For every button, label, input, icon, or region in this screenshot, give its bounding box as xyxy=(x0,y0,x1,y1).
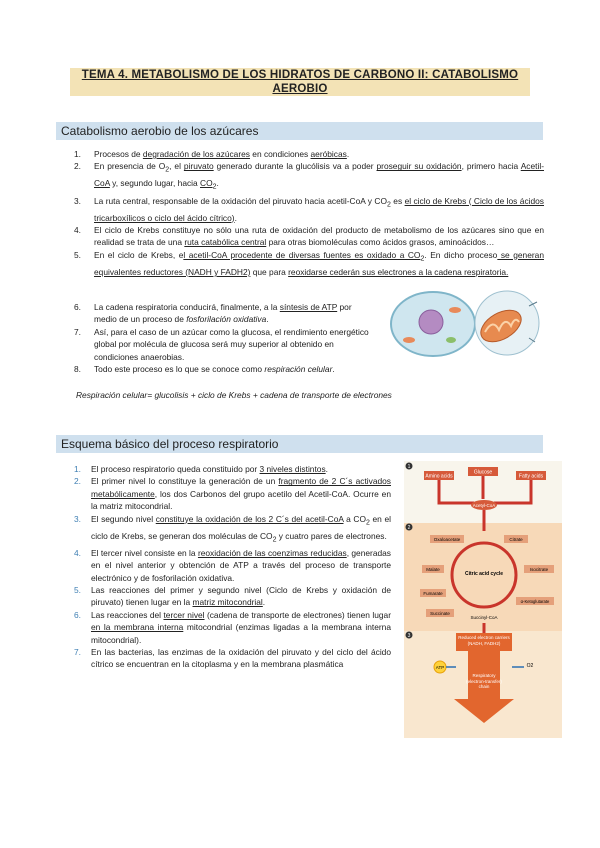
ketoglutarate-label: α-Ketoglutarate xyxy=(520,599,550,604)
stage1-number: 1 xyxy=(407,464,411,470)
item-text: Las reacciones del primer y segundo nivel (Ciclo de Krebs y oxidación de piruvato) tienen lugar en la xyxy=(91,585,391,608)
respiration-diagram xyxy=(404,461,562,738)
item-text: y cuatro pares de electrones. xyxy=(276,530,387,541)
item-number: 7. xyxy=(74,647,81,658)
item-text: respiración celular xyxy=(264,364,333,375)
succinate-label: Succinate xyxy=(430,611,450,616)
respiratory-chain-label: Respiratory (electron-transfer) chain xyxy=(466,673,502,689)
succinyl-coa-label: Succinyl-CoA xyxy=(470,615,498,620)
fatty-acids-label: Fatty acids xyxy=(518,473,544,480)
item-number: 1. xyxy=(74,149,81,159)
nucleus-icon xyxy=(419,310,443,334)
item-text: por medio de un proceso de xyxy=(94,302,352,325)
section-header-catabolism: Catabolismo aerobio de los azúcares xyxy=(56,122,543,140)
item-text: piruvato xyxy=(183,161,214,172)
cell-illustration xyxy=(389,288,549,358)
item-text: aeróbicas xyxy=(310,149,347,159)
stage3-number: 3 xyxy=(407,633,411,639)
subscript: 2 xyxy=(212,184,217,192)
item-number: 6. xyxy=(74,302,81,312)
fumarate-label: Fumarate xyxy=(423,591,443,596)
list-item xyxy=(74,224,544,249)
list-catabolism xyxy=(74,148,544,278)
item-text: . xyxy=(325,464,328,474)
item-text: , generadas en el nivel anterior y obtención de ATP a través del proceso de transporte electrónico y de fosforilación oxidativa. xyxy=(91,547,391,583)
list-item xyxy=(74,463,391,475)
title-line-2: AEROBIO xyxy=(272,83,328,95)
chain-text-wrap xyxy=(464,673,504,693)
item-text: mitocondrial (enzimas ligadas a la membrana interna mitocondrial). xyxy=(91,622,392,645)
list-item xyxy=(74,547,391,584)
item-number: 5. xyxy=(74,585,81,595)
citrate-label: Citrate xyxy=(509,537,523,542)
item-number: 3. xyxy=(74,513,81,524)
item-text: Las reacciones del xyxy=(91,609,164,620)
item-text: . xyxy=(266,314,269,325)
subscript: 2 xyxy=(272,536,277,544)
item-text: CO xyxy=(200,178,213,189)
item-text: y, segundo lugar, hacia xyxy=(109,178,201,189)
organelle-icon xyxy=(449,307,461,313)
item-text: . xyxy=(262,597,266,608)
item-number: 7. xyxy=(74,326,81,337)
item-text: . En dicho proceso xyxy=(424,249,498,260)
list-item xyxy=(74,148,544,160)
item-text: tercer nivel xyxy=(163,609,205,620)
subscript: 2 xyxy=(386,201,391,209)
item-text: El ciclo de Krebs constituye no sólo una ruta de oxidación del producto de metabolismo de los azúcares sino que en realidad se trata de una xyxy=(94,225,544,248)
page-title xyxy=(70,68,530,96)
item-text: . xyxy=(332,364,335,375)
item-text: l acetil-CoA procedente de diversas fuentes es oxidado a CO xyxy=(183,249,421,260)
item-text: que para xyxy=(250,266,289,277)
acetyl-coa-label: Acetyl-CoA xyxy=(472,503,496,508)
respiration-formula: Respiración celular= glucolisis + ciclo de Krebs + cadena de transporte de electrones xyxy=(76,390,392,400)
item-number: 4. xyxy=(74,225,81,236)
item-number: 3. xyxy=(74,195,81,206)
item-text: Así, para el caso de un azúcar como la glucosa, el rendimiento energético global por molécula de glucosa será muy superior al obtenido en condiciones anaerobias. xyxy=(94,326,369,362)
item-text: . xyxy=(346,149,350,159)
item-number: 8. xyxy=(74,364,81,375)
list-respiration xyxy=(74,463,391,671)
item-text: . xyxy=(216,178,219,189)
item-text: (cadena de transporte de electrones) tienen lugar xyxy=(204,609,391,620)
item-number: 6. xyxy=(74,609,81,620)
item-text: matriz mitocondrial xyxy=(192,597,263,608)
item-text: el ciclo de Krebs ( Ciclo de los ácidos tricarboxílicos o ciclo del ácido cítrico) xyxy=(94,195,544,223)
item-text: La cadena respiratoria conducirá, finalmente, a la xyxy=(94,302,280,312)
item-text: en condiciones xyxy=(249,149,311,159)
item-text: en la membrana interna xyxy=(91,622,184,633)
list-item xyxy=(74,160,544,194)
item-text: Todo este proceso es lo que se conoce como xyxy=(94,364,265,375)
item-number: 4. xyxy=(74,547,81,558)
item-text: en el ciclo de Krebs, se generan dos moléculas de CO xyxy=(91,513,391,541)
list-item xyxy=(74,326,374,363)
list-item xyxy=(74,195,544,224)
cycle-label: Citric acid cycle xyxy=(464,571,504,577)
glucose-label: Glucose xyxy=(473,469,493,476)
item-text: En las bacterias, las enzimas de la oxidación del piruvato y del ciclo del ácido cítrico se encuentran en la citoplasma y en la membrana plasmática xyxy=(91,647,391,670)
item-text: fosforilación oxidativa xyxy=(186,314,267,325)
carriers-label: Reduced electron carriers (NADH, FADH2) xyxy=(458,635,510,646)
subscript: 2 xyxy=(165,167,170,175)
item-text: Acetil-CoA xyxy=(94,161,544,189)
item-text: a CO xyxy=(343,513,366,524)
list-item xyxy=(74,301,374,326)
subscript: 2 xyxy=(365,519,370,527)
item-number: 2. xyxy=(74,161,81,172)
item-text: para otras biomoléculas como ácidos grasos, aminoácidos… xyxy=(266,237,495,248)
section-header-respiration: Esquema básico del proceso respiratorio xyxy=(56,435,543,453)
list-item xyxy=(74,646,391,671)
list-catabolism-cont xyxy=(74,301,374,375)
item-text: fragmento de 2 C´s activados metabólicamente xyxy=(91,476,391,499)
item-text: , el xyxy=(169,161,184,172)
list-item xyxy=(74,609,391,646)
item-text: La ruta central, responsable de la oxidación del piruvato hacia acetil-CoA y CO xyxy=(94,195,387,206)
title-line-1: TEMA 4. METABOLISMO DE LOS HIDRATOS DE CARBONO II: CATABOLISMO xyxy=(81,69,519,81)
organelle-icon xyxy=(403,337,415,343)
item-text: El primer nivel lo constituye la generación de un xyxy=(91,476,279,487)
item-text: reoxidarse cederán sus electrones a la cadena respiratoria. xyxy=(288,266,509,277)
atp-label: ATP xyxy=(435,665,445,670)
item-text: síntesis de ATP xyxy=(279,302,338,312)
oxaloacetate-label: Oxaloacetate xyxy=(433,537,461,542)
isocitrate-label: Isocitrate xyxy=(529,567,549,572)
item-text: El tercer nivel consiste en la xyxy=(91,547,198,558)
item-text: , primero hacia xyxy=(461,161,521,172)
item-text: constituye la oxidación de los 2 C´s del acetil-CoA xyxy=(155,513,344,524)
item-text: En presencia de O xyxy=(94,161,166,172)
item-text: . xyxy=(234,212,237,223)
item-number: 1. xyxy=(74,464,81,474)
item-text: En el ciclo de Krebs, e xyxy=(94,249,184,260)
item-text: Procesos de xyxy=(94,149,143,159)
item-text: reoxidación de las coenzimas reducidas xyxy=(197,547,347,558)
stage2-number: 2 xyxy=(407,525,411,531)
item-text: El segundo nivel xyxy=(91,513,156,524)
list-item xyxy=(74,584,391,609)
item-number: 5. xyxy=(74,249,81,260)
item-text: 3 niveles distintos xyxy=(259,464,326,474)
item-text: El proceso respiratorio queda constituido por xyxy=(91,464,260,474)
item-text: se generan equivalentes reductores (NADH y FADH2) xyxy=(94,249,544,277)
malate-label: Malate xyxy=(426,567,440,572)
item-text: proseguir su oxidación xyxy=(376,161,462,172)
carriers-text-wrap xyxy=(456,633,512,651)
item-text: generado durante la glucólisis va a poder xyxy=(213,161,377,172)
item-text: , los dos Carbonos del grupo acetilo del Acetil-CoA. Ocurre en la matriz mitocondrial. xyxy=(91,488,391,512)
o2-label: O2 xyxy=(526,663,534,669)
item-text: es xyxy=(390,195,405,206)
item-text: degradación de los azúcares xyxy=(142,149,250,159)
list-item xyxy=(74,513,391,547)
organelle-icon xyxy=(446,337,456,343)
list-item xyxy=(74,249,544,278)
list-item xyxy=(74,363,374,375)
subscript: 2 xyxy=(420,255,425,263)
item-number: 2. xyxy=(74,476,81,487)
list-item xyxy=(74,475,391,512)
amino-acids-label: Amino acids xyxy=(425,473,453,480)
item-text: ruta catabólica central xyxy=(184,237,267,248)
